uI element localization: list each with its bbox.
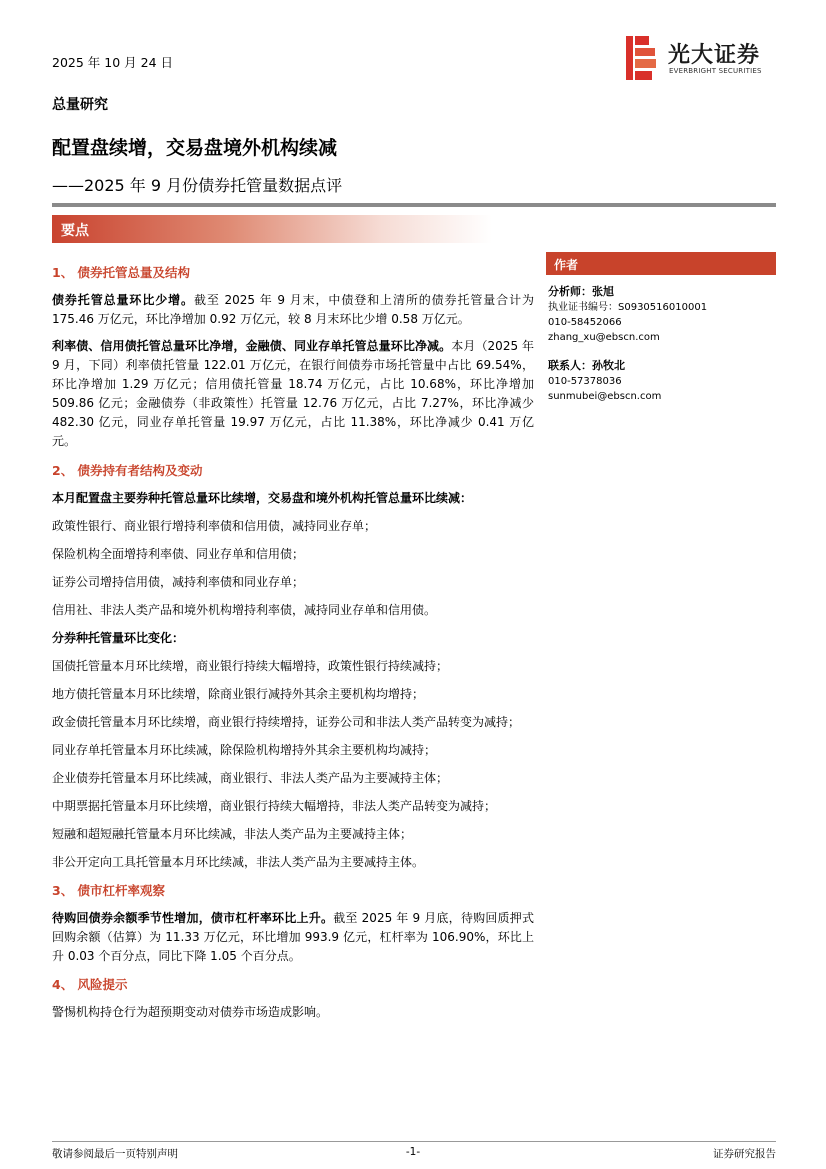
- report-title: 配置盘续增，交易盘境外机构续减: [52, 137, 338, 159]
- section-1-paragraph-2: [52, 337, 534, 451]
- analyst-certificate: 执业证书编号：S0930516010001: [548, 302, 708, 313]
- bond-type-item: 政金债托管量本月环比续增，商业银行持续增持，证券公司和非法人类产品转变为减持；: [52, 715, 521, 729]
- bond-type-item: 地方债托管量本月环比续增，除商业银行减持外其余主要机构均增持；: [52, 687, 425, 701]
- section-1-p2-lead: 利率债、信用债托管总量环比净增，金融债、同业存单托管总量环比净减。: [52, 339, 452, 353]
- section-2-item: 信用社、非法人类产品和境外机构增持利率债，减持同业存单和信用债。: [52, 603, 437, 617]
- main-content: [52, 263, 534, 1022]
- section-3-lead: 待购回债券余额季节性增加，债市杠杆率环比上升。: [52, 911, 334, 925]
- report-category: 总量研究: [52, 97, 108, 113]
- bond-type-item: 非公开定向工具托管量本月环比续减，非法人类产品为主要减持主体。: [52, 855, 425, 869]
- logo-chinese-name: 光大证券: [668, 43, 761, 68]
- author-banner: [546, 252, 776, 275]
- section-1-p1-body: 截至 2025 年 9 月末，中债登和上清所的债券托管量合计为 175.46 万亿元，环比净增加 0.92 万亿元，较 8 月末环比少增 0.58 万亿元。: [52, 293, 534, 326]
- keypoints-label: 要点: [61, 223, 89, 239]
- analyst-email[interactable]: zhang_xu@ebscn.com: [548, 332, 660, 343]
- footer-disclaimer: 敬请参阅最后一页特别声明: [52, 1148, 178, 1160]
- section-3-body: 截至 2025 年 9 月底，待购回质押式回购余额（估算）为 11.33 万亿元，环比增加 993.9 亿元，杠杆率为 106.90%，环比上升 0.03 个百分点，同比下降 1.05 个百分点。: [52, 911, 534, 963]
- report-subtitle: ——2025 年 9 月份债券托管量数据点评: [52, 176, 343, 195]
- contact-email[interactable]: sunmubei@ebscn.com: [548, 391, 662, 402]
- bond-type-item: 中期票据托管量本月环比续增，商业银行持续大幅增持，非法人类产品转变为减持；: [52, 799, 497, 813]
- section-3-paragraph: [52, 909, 534, 966]
- page-number: -1-: [405, 1146, 421, 1158]
- bond-type-item: 短融和超短融托管量本月环比续减，非法人类产品为主要减持主体；: [52, 827, 413, 841]
- contact-name: 联系人：孙牧北: [548, 359, 625, 372]
- analyst-name: 分析师：张旭: [548, 285, 614, 298]
- section-1-p1-lead: 债券托管总量环比少增。: [52, 293, 194, 307]
- author-label: 作者: [554, 258, 579, 272]
- section-4-heading: 4、 风险提示: [52, 977, 128, 992]
- keypoints-banner: [52, 215, 492, 243]
- section-2-item: 证券公司增持信用债，减持利率债和同业存单；: [52, 575, 305, 589]
- footer-report-type: 证券研究报告: [713, 1148, 776, 1160]
- contact-phone: 010-57378036: [548, 376, 622, 387]
- section-4-paragraph: 警惕机构持仓行为超预期变动对债券市场造成影响。: [52, 1005, 329, 1019]
- section-2-subheading: 分券种托管量环比变化：: [52, 631, 185, 645]
- section-2-heading: 2、 债券持有者结构及变动: [52, 463, 203, 478]
- everbright-logo-icon: [626, 36, 658, 80]
- analyst-block: [548, 283, 707, 345]
- section-1-paragraph-1: [52, 291, 534, 329]
- bond-type-item: 同业存单托管量本月环比续减，除保险机构增持外其余主要机构均减持；: [52, 743, 437, 757]
- section-2-item: 保险机构全面增持利率债、同业存单和信用债；: [52, 547, 305, 561]
- logo-english-name: EVERBRIGHT SECURITIES: [669, 67, 762, 75]
- section-1-heading: 1、 债券托管总量及结构: [52, 265, 191, 280]
- section-1-p2-body: 本月（2025 年 9 月，下同）利率债托管量 122.01 万亿元，在银行间债券市场托管量中占比 69.54%，环比净增加 1.29 万亿元；信用债托管量 18.74 万亿元，占比 10.68%，环比净增加 509.86 亿元；金融债券（非政策性）托管量 12.76 万亿元，占比 7.27%，环比净减少 482.30 亿元，同业存单托管量 19.97 万亿元，占比 11.38%，环比净减少 0.41 万亿元。: [52, 339, 534, 448]
- report-date: 2025 年 10 月 24 日: [52, 55, 173, 70]
- section-2-item: 政策性银行、商业银行增持利率债和信用债，减持同业存单；: [52, 519, 377, 533]
- contact-block: [548, 357, 661, 404]
- section-3-heading: 3、 债市杠杆率观察: [52, 883, 166, 898]
- brand-logo: [626, 36, 776, 80]
- section-2-intro: 本月配置盘主要券种托管总量环比续增，交易盘和境外机构托管总量环比续减：: [52, 491, 473, 505]
- footer-divider: [52, 1141, 776, 1142]
- bond-type-item: 国债托管量本月环比续增，商业银行持续大幅增持，政策性银行持续减持；: [52, 659, 449, 673]
- bond-type-item: 企业债券托管量本月环比续减，商业银行、非法人类产品为主要减持主体；: [52, 771, 449, 785]
- analyst-phone: 010-58452066: [548, 317, 622, 328]
- title-divider: [52, 203, 776, 207]
